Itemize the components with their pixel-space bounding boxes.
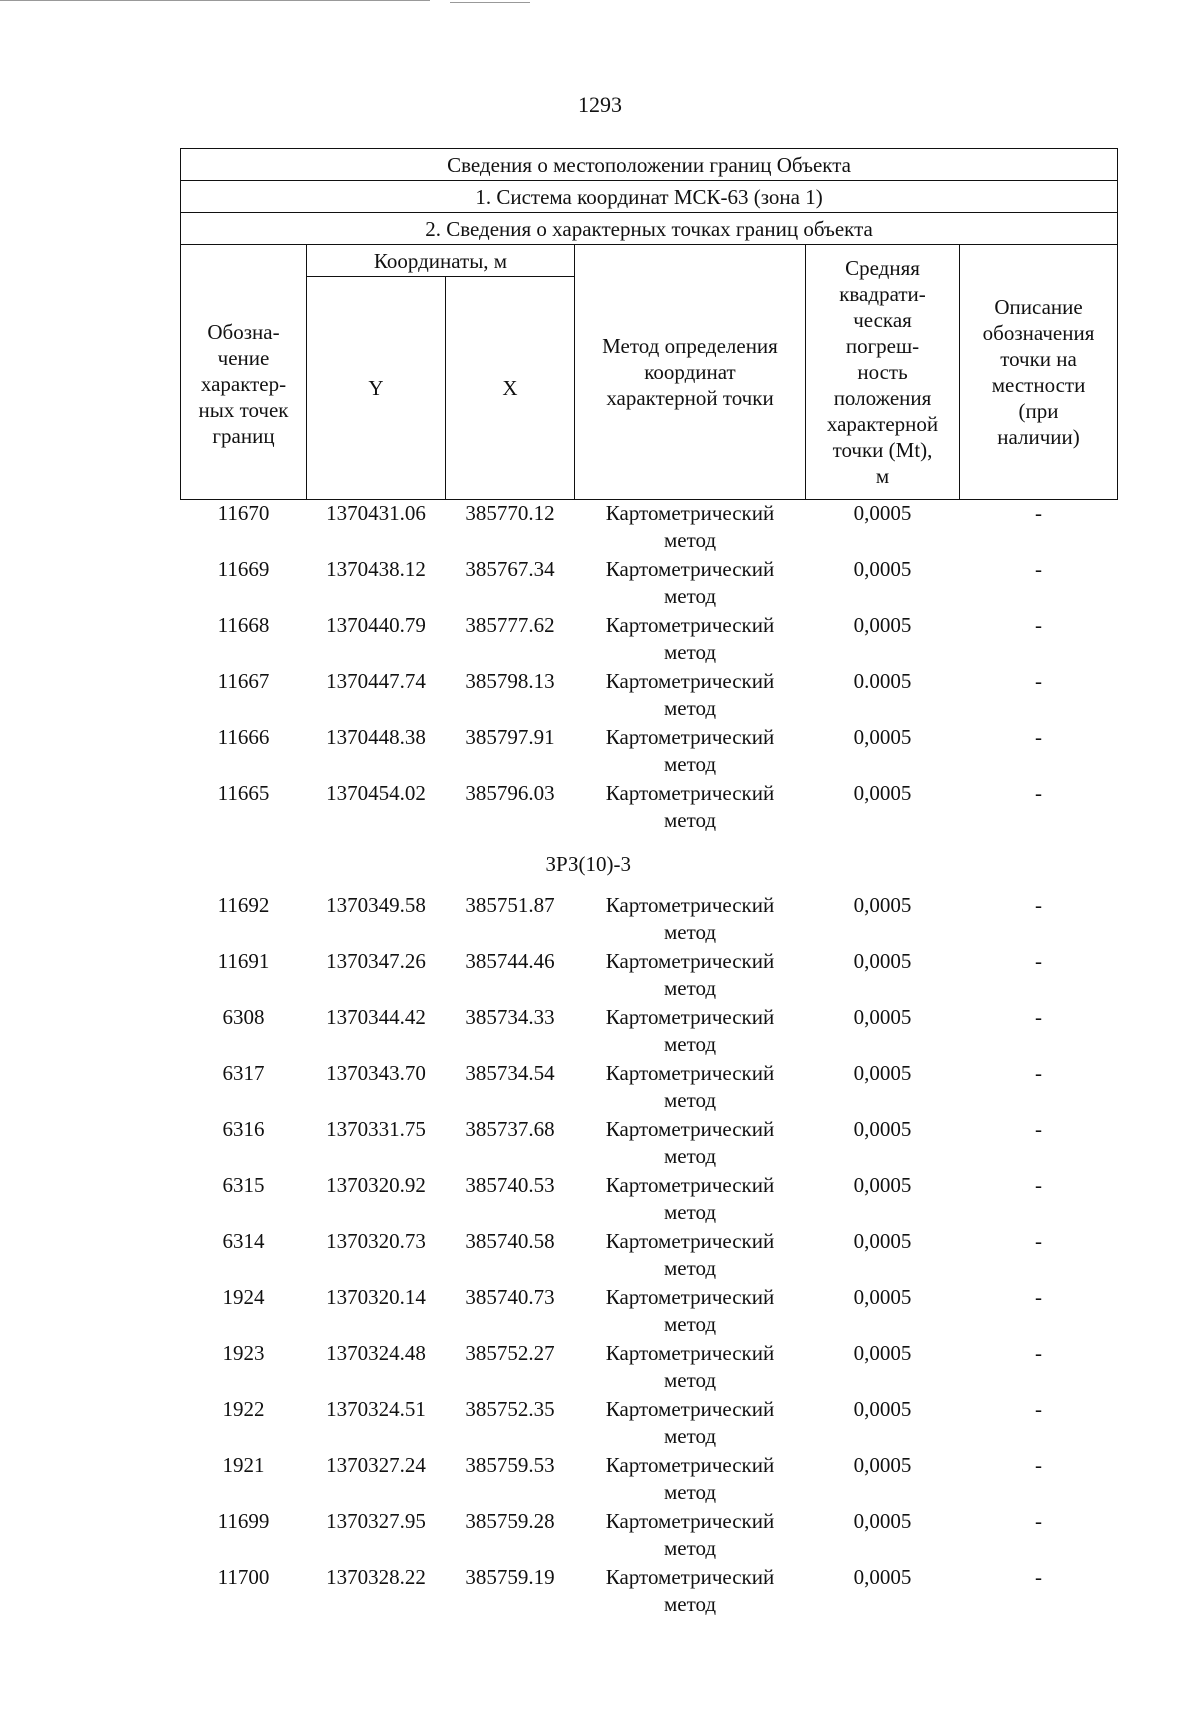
table-row (181, 1172, 1118, 1228)
description-cell: - (1035, 893, 1043, 917)
table-row (181, 1060, 1118, 1116)
boundary-points-table (180, 148, 1118, 1620)
table-row (181, 500, 1118, 557)
header-description: Описание обозначения точки на местности (при наличии) (960, 245, 1118, 500)
method-cell: Картометрический метод (605, 781, 775, 832)
error-value-cell: 0,0005 (853, 1061, 912, 1085)
description-cell: - (1035, 669, 1043, 693)
error-value-cell: 0,0005 (853, 1509, 912, 1533)
section-label-row (181, 836, 1118, 892)
method-cell: Картометрический метод (605, 669, 775, 720)
header-x: X (446, 277, 575, 500)
method-cell: Картометрический метод (605, 1117, 775, 1168)
coord-x-cell: 385734.33 (465, 1005, 555, 1029)
error-value-cell: 0.0005 (853, 669, 912, 693)
description-cell: - (1035, 613, 1043, 637)
table-row (181, 612, 1118, 668)
coord-y-cell: 1370344.42 (326, 1005, 426, 1029)
table-row (181, 892, 1118, 948)
method-cell: Картометрический метод (605, 1005, 775, 1056)
description-cell: - (1035, 501, 1043, 525)
error-value-cell: 0,0005 (853, 1117, 912, 1141)
coord-x-cell: 385740.58 (465, 1229, 555, 1253)
description-cell: - (1035, 781, 1043, 805)
error-value-cell: 0,0005 (853, 501, 912, 525)
table-row (181, 1284, 1118, 1340)
method-cell: Картометрический метод (605, 1453, 775, 1504)
point-id-cell: 11668 (217, 613, 270, 637)
description-cell: - (1035, 1229, 1043, 1253)
table-row (181, 948, 1118, 1004)
table-body (181, 500, 1118, 1621)
coord-y-cell: 1370324.48 (326, 1341, 426, 1365)
coord-x-cell: 385770.12 (465, 501, 555, 525)
description-cell: - (1035, 557, 1043, 581)
method-cell: Картометрический метод (605, 1229, 775, 1280)
header-method: Метод определения координат характерной точки (575, 245, 806, 500)
coord-x-cell: 385734.54 (465, 1061, 555, 1085)
method-cell: Картометрический метод (605, 1061, 775, 1112)
header-error: Средняя квадрати- ческая погреш- ность положения характерной точки (Mt), м (806, 245, 960, 500)
error-value-cell: 0,0005 (853, 949, 912, 973)
coord-y-cell: 1370440.79 (326, 613, 426, 637)
description-cell: - (1035, 1005, 1043, 1029)
point-id-cell: 1921 (222, 1453, 265, 1477)
point-id-cell: 6315 (222, 1173, 265, 1197)
coord-x-cell: 385751.87 (465, 893, 555, 917)
coord-y-cell: 1370320.73 (326, 1229, 426, 1253)
table-row (181, 556, 1118, 612)
scan-edge-line (450, 2, 530, 3)
coord-x-cell: 385798.13 (465, 669, 555, 693)
error-value-cell: 0,0005 (853, 1397, 912, 1421)
table-row (181, 1452, 1118, 1508)
method-cell: Картометрический метод (605, 557, 775, 608)
coordinate-system: 1. Система координат МСК-63 (зона 1) (181, 181, 1118, 213)
coord-y-cell: 1370324.51 (326, 1397, 426, 1421)
coord-x-cell: 385740.53 (465, 1173, 555, 1197)
method-cell: Картометрический метод (605, 1173, 775, 1224)
point-id-cell: 1923 (222, 1341, 265, 1365)
description-cell: - (1035, 1565, 1043, 1589)
table-row (181, 1004, 1118, 1060)
method-cell: Картометрический метод (605, 1565, 775, 1616)
table-row (181, 1396, 1118, 1452)
point-id-cell: 6308 (222, 1005, 265, 1029)
coord-x-cell: 385759.28 (465, 1509, 555, 1533)
description-cell: - (1035, 1341, 1043, 1365)
description-cell: - (1035, 1285, 1043, 1309)
header-designation: Обозна- чение характер- ных точек границ (181, 245, 307, 500)
coord-y-cell: 1370448.38 (326, 725, 426, 749)
coord-y-cell: 1370331.75 (326, 1117, 426, 1141)
coord-x-cell: 385752.27 (465, 1341, 555, 1365)
coord-y-cell: 1370327.95 (326, 1509, 426, 1533)
point-id-cell: 11669 (217, 557, 270, 581)
header-y: Y (307, 277, 446, 500)
point-id-cell: 11699 (217, 1509, 270, 1533)
method-cell: Картометрический метод (605, 501, 775, 552)
method-cell: Картометрический метод (605, 1509, 775, 1560)
coord-y-cell: 1370454.02 (326, 781, 426, 805)
coord-x-cell: 385759.19 (465, 1565, 555, 1589)
coord-y-cell: 1370438.12 (326, 557, 426, 581)
point-id-cell: 1922 (222, 1397, 265, 1421)
description-cell: - (1035, 1453, 1043, 1477)
coord-x-cell: 385797.91 (465, 725, 555, 749)
method-cell: Картометрический метод (605, 725, 775, 776)
table-title: Сведения о местоположении границ Объекта (181, 149, 1118, 181)
table-row (181, 1228, 1118, 1284)
table-row (181, 724, 1118, 780)
method-cell: Картометрический метод (605, 1341, 775, 1392)
description-cell: - (1035, 1061, 1043, 1085)
method-cell: Картометрический метод (605, 1285, 775, 1336)
error-value-cell: 0,0005 (853, 1565, 912, 1589)
point-id-cell: 11700 (217, 1565, 270, 1589)
error-value-cell: 0,0005 (853, 1285, 912, 1309)
point-id-cell: 11692 (217, 893, 270, 917)
point-id-cell: 1924 (222, 1285, 265, 1309)
coord-x-cell: 385759.53 (465, 1453, 555, 1477)
coord-y-cell: 1370343.70 (326, 1061, 426, 1085)
point-id-cell: 6316 (222, 1117, 265, 1141)
point-id-cell: 6317 (222, 1061, 265, 1085)
description-cell: - (1035, 1397, 1043, 1421)
error-value-cell: 0,0005 (853, 1453, 912, 1477)
section-title: 2. Сведения о характерных точках границ объекта (181, 213, 1118, 245)
point-id-cell: 11691 (217, 949, 270, 973)
coord-y-cell: 1370431.06 (326, 501, 426, 525)
coord-y-cell: 1370320.92 (326, 1173, 426, 1197)
coord-y-cell: 1370447.74 (326, 669, 426, 693)
header-coordinates: Координаты, м (307, 245, 575, 277)
table-row (181, 1116, 1118, 1172)
error-value-cell: 0,0005 (853, 613, 912, 637)
description-cell: - (1035, 1509, 1043, 1533)
point-id-cell: 11665 (217, 781, 270, 805)
error-value-cell: 0,0005 (853, 1005, 912, 1029)
method-cell: Картометрический метод (605, 949, 775, 1000)
point-id-cell: 11666 (217, 725, 270, 749)
method-cell: Картометрический метод (605, 893, 775, 944)
table-row (181, 1508, 1118, 1564)
description-cell: - (1035, 1117, 1043, 1141)
page-number: 1293 (578, 92, 622, 117)
section-label: ЗРЗ(10)-3 (545, 852, 631, 876)
error-value-cell: 0,0005 (853, 557, 912, 581)
coord-y-cell: 1370328.22 (326, 1565, 426, 1589)
coord-y-cell: 1370327.24 (326, 1453, 426, 1477)
error-value-cell: 0,0005 (853, 781, 912, 805)
error-value-cell: 0,0005 (853, 1173, 912, 1197)
table-row (181, 1340, 1118, 1396)
point-id-cell: 11667 (217, 669, 270, 693)
table-row (181, 668, 1118, 724)
coord-x-cell: 385767.34 (465, 557, 555, 581)
coord-y-cell: 1370347.26 (326, 949, 426, 973)
error-value-cell: 0,0005 (853, 1229, 912, 1253)
coord-x-cell: 385752.35 (465, 1397, 555, 1421)
method-cell: Картометрический метод (605, 1397, 775, 1448)
point-id-cell: 6314 (222, 1229, 265, 1253)
table-row (181, 1564, 1118, 1620)
description-cell: - (1035, 949, 1043, 973)
coord-x-cell: 385744.46 (465, 949, 555, 973)
coord-x-cell: 385740.73 (465, 1285, 555, 1309)
coord-x-cell: 385737.68 (465, 1117, 555, 1141)
description-cell: - (1035, 1173, 1043, 1197)
error-value-cell: 0,0005 (853, 725, 912, 749)
description-cell: - (1035, 725, 1043, 749)
error-value-cell: 0,0005 (853, 1341, 912, 1365)
scan-edge-line (0, 0, 430, 1)
coord-y-cell: 1370320.14 (326, 1285, 426, 1309)
coord-x-cell: 385796.03 (465, 781, 555, 805)
coord-y-cell: 1370349.58 (326, 893, 426, 917)
point-id-cell: 11670 (217, 501, 270, 525)
table-row (181, 780, 1118, 836)
coord-x-cell: 385777.62 (465, 613, 555, 637)
error-value-cell: 0,0005 (853, 893, 912, 917)
method-cell: Картометрический метод (605, 613, 775, 664)
